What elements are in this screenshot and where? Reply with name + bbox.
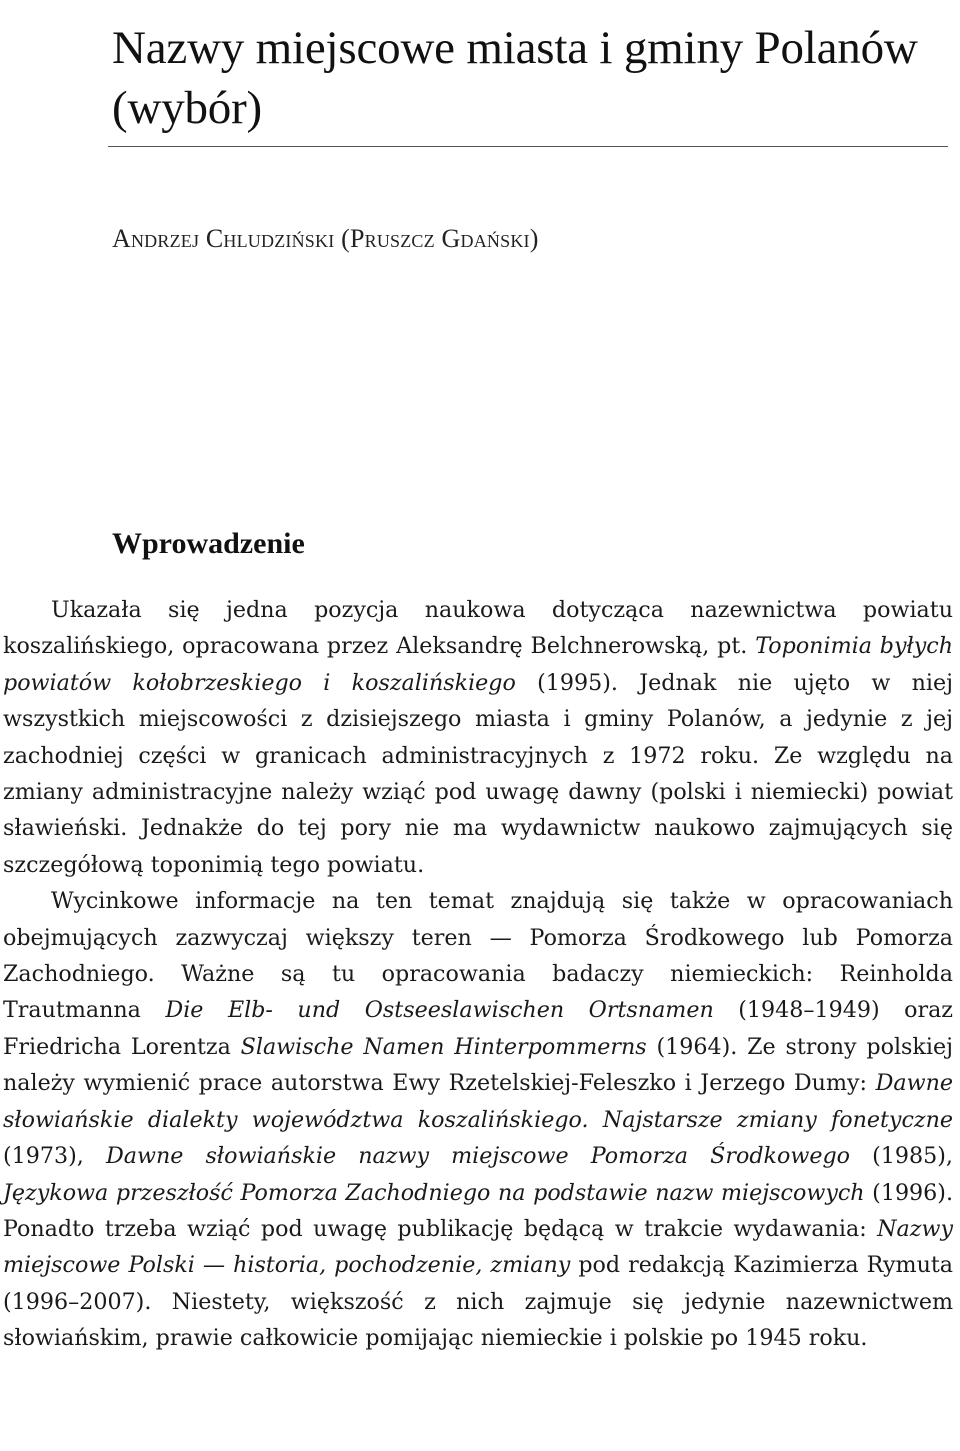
paragraph-2-text-e: (1985), [850,1143,953,1170]
paragraph-1-text-a: Ukazała się jedna pozycja naukowa dotycząca nazewnictwa powiatu koszalińskiego, opracowana przez Aleksandrę Belchnerowską, pt. [3,597,953,660]
paragraph-2-italic-title-4: Dawne słowiańskie nazwy miejscowe Pomorza Środkowego [105,1143,851,1170]
title-block [112,18,952,138]
paragraph-2-italic-title-5: Językowa przeszłość Pomorza Zachodniego na podstawie nazw miejscowych [3,1179,865,1206]
paragraph-1-text-b: (1995). Jednak nie ujęto w niej wszystkich miejscowości z dzisiejszego miasta i gminy Polanów, a jedynie z jej zachodniej części w granicach administracyjnych z 1972 roku. Ze względu na zmiany administracyjne należy wziąć pod uwagę dawny (polski i niemiecki) powiat sławieński. Jednakże do tej pory nie ma wydawnictw naukowo zajmujących się szczegółową toponimią tego powiatu. [3,669,953,878]
paragraph-2 [3,883,953,1356]
article-title: Nazwy miejscowe miasta i gminy Polanów (wybór) [112,22,918,134]
paragraph-2-text-f: (1996). Ponadto trzeba wziąć pod uwagę publikację będącą w trakcie wydawania: [3,1179,953,1242]
paragraph-2-italic-title-3: Dawne słowiańskie dialekty województwa koszalińskiego. Najstarsze zmiany fonetyczne [3,1070,953,1133]
paragraph-2-text-b: (1948–1949) oraz Friedricha Lorentza [3,997,953,1060]
paragraph-1 [3,592,953,883]
paragraph-2-italic-title-2: Slawische Namen Hinterpommerns [240,1033,647,1060]
paragraph-1-italic-title: Toponimia byłych powiatów kołobrzeskiego i koszalińskiego [3,633,953,696]
paragraph-2-text-d: (1973), [3,1143,106,1170]
paragraph-2-text-a: Wycinkowe informacje na ten temat znajdują się także w opracowaniach obejmujących zazwyczaj większy teren — Pomorza Środkowego lub Pomorza Zachodniego. Ważne są tu opracowania badaczy niemieckich: Reinholda Trautmanna [3,888,953,1024]
paragraph-2-text-g: pod redakcją Kazimierza Rymuta (1996–2007). Niestety, większość z nich zajmuje się jedynie nazewnictwem słowiańskim, prawie całkowicie pomijając niemieckie i polskie po 1945 roku. [3,1252,954,1352]
paragraph-2-italic-title-1: Die Elb- und Ostseeslawischen Ortsnamen [165,997,714,1024]
body-text [3,592,953,1357]
author-line: Andrzej Chludziński (Pruszcz Gdański) [112,224,539,253]
paragraph-2-italic-title-6: Nazwy miejscowe Polski — historia, pochodzenie, zmiany [3,1215,953,1279]
title-divider [108,146,948,147]
paragraph-2-text-c: (1964). Ze strony polskiej należy wymienić prace autorstwa Ewy Rzetelskiej-Feleszko i Jerzego Dumy: [3,1033,953,1097]
section-heading: Wprowadzenie [112,527,305,560]
